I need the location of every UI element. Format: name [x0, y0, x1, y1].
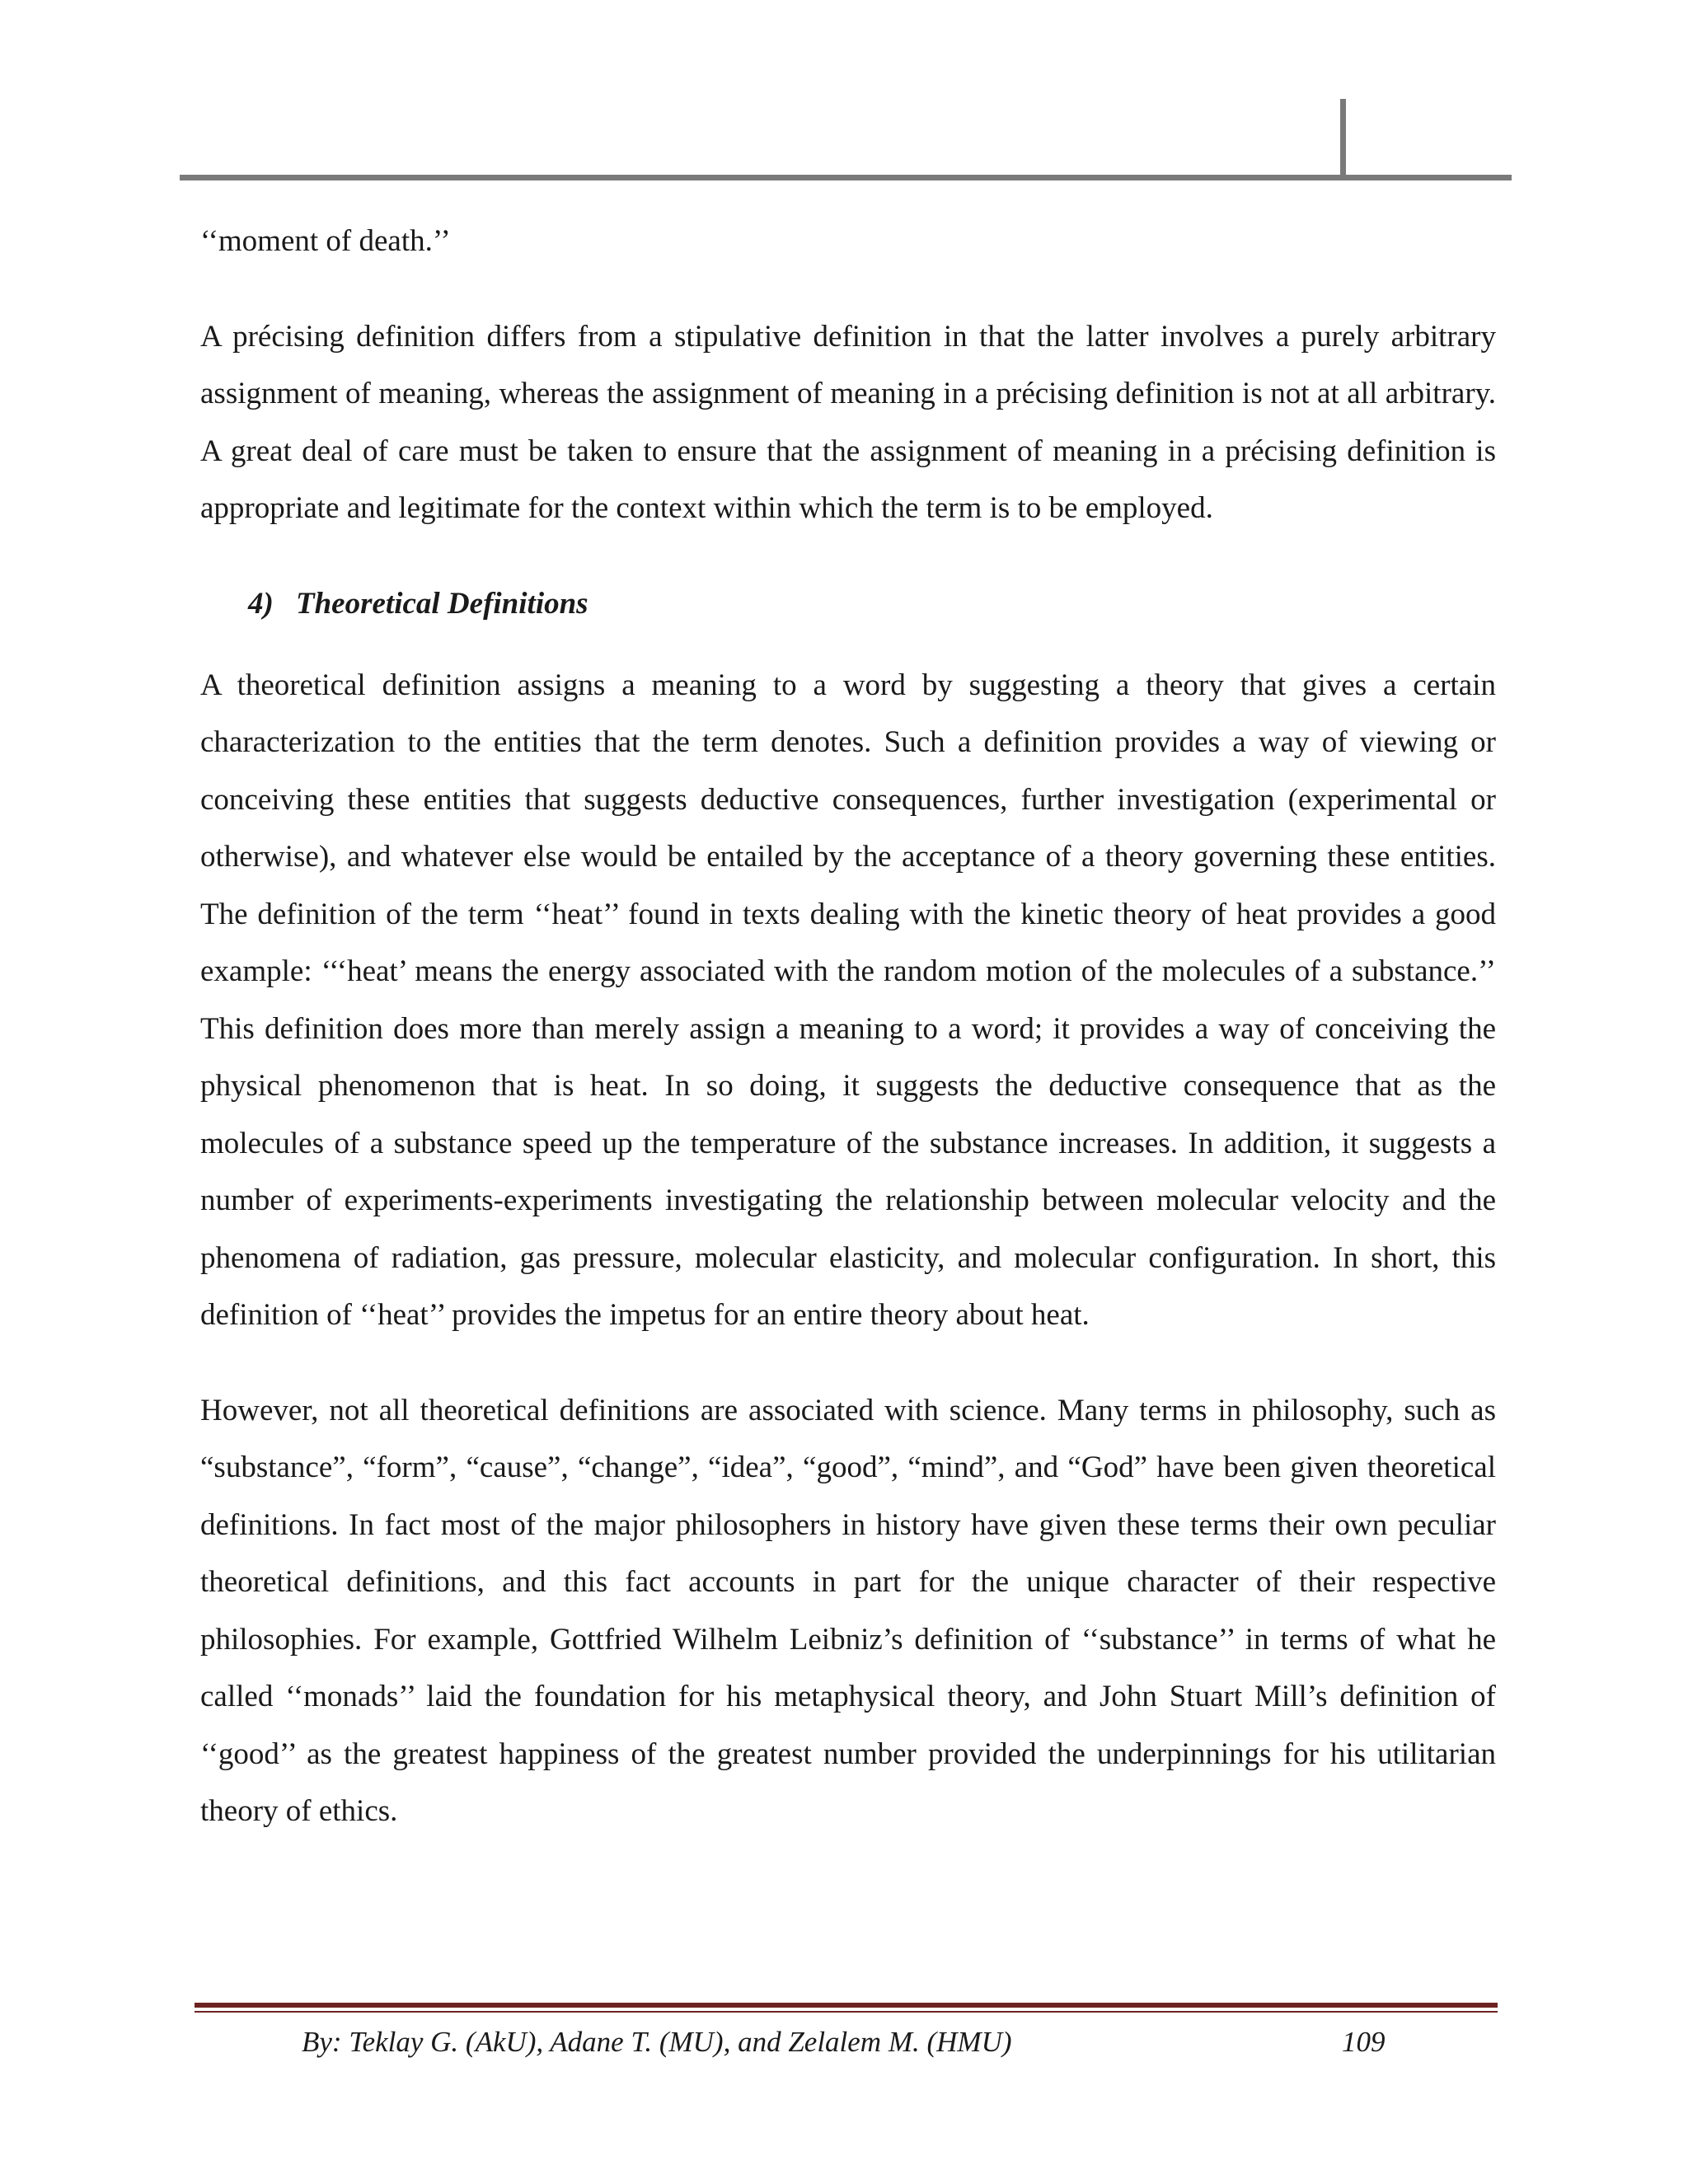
paragraph-gap: [200, 270, 1496, 308]
paragraph-philosophy: However, not all theoretical definitions are associated with science. Many terms in philosophy, such as “substance”, “form”, “cause”, “change”, “idea”, “good”, “mind”, and “God” have been given theoretical definitions. In fact most of the major philosophers in history have given these terms their own peculiar theoretical definitions, and this fact accounts in part for the unique character of their respective philosophies. For example, Gottfried Wilhelm Leibniz’s definition of ‘‘substance’’ in terms of what he called ‘‘monads’’ laid the foundation for his metaphysical theory, and John Stuart Mill’s definition of ‘‘good’’ as the greatest happiness of the greatest number provided the underpinnings for his utilitarian theory of ethics.: [200, 1393, 1496, 1828]
page-body: [200, 213, 1496, 1840]
header-rule: [180, 175, 1512, 180]
section-heading-title: Theoretical Definitions: [296, 586, 588, 621]
paragraph-precising: A précising definition differs from a stipulative definition in that the latter involves a purely arbitrary assignment of meaning, whereas the assignment of meaning in a précising definition is not at all arbitrary. A great deal of care must be taken to ensure that the assignment of meaning in a précising definition is appropriate and legitimate for the context within which the term is to be employed.: [200, 319, 1496, 525]
paragraph-gap: [200, 1344, 1496, 1382]
section-heading-number: 4): [248, 586, 274, 621]
paragraph-continuation: ‘‘moment of death.’’: [200, 224, 451, 258]
footer-rule: [195, 2003, 1498, 2008]
header-tick: [1340, 99, 1346, 180]
paragraph-gap: [200, 537, 1496, 575]
footer-rule-thin: [195, 2011, 1498, 2013]
section-heading: [200, 575, 1496, 632]
footer-authors: By: Teklay G. (AkU), Adane T. (MU), and Zelalem M. (HMU): [302, 2026, 1012, 2058]
page-number: 109: [1342, 2026, 1386, 2058]
paragraph-theoretical: A theoretical definition assigns a meaning to a word by suggesting a theory that gives a certain characterization to the entities that the term denotes. Such a definition provides a way of viewing or conceiving these entities that suggests deductive consequences, further investigation (experimental or otherwise), and whatever else would be entailed by the acceptance of a theory governing these entities. The definition of the term ‘‘heat’’ found in texts dealing with the kinetic theory of heat provides a good example: ‘‘‘heat’ means the energy associated with the random motion of the molecules of a substance.’’ This definition does more than merely assign a meaning to a word; it provides a way of conceiving the physical phenomenon that is heat. In so doing, it suggests the deductive consequence that as the molecules of a substance speed up the temperature of the substance increases. In addition, it suggests a number of experiments-experiments investigating the relationship between molecular velocity and the phenomena of radiation, gas pressure, molecular elasticity, and molecular configuration. In short, this definition of ‘‘heat’’ provides the impetus for an entire theory about heat.: [200, 668, 1496, 1332]
